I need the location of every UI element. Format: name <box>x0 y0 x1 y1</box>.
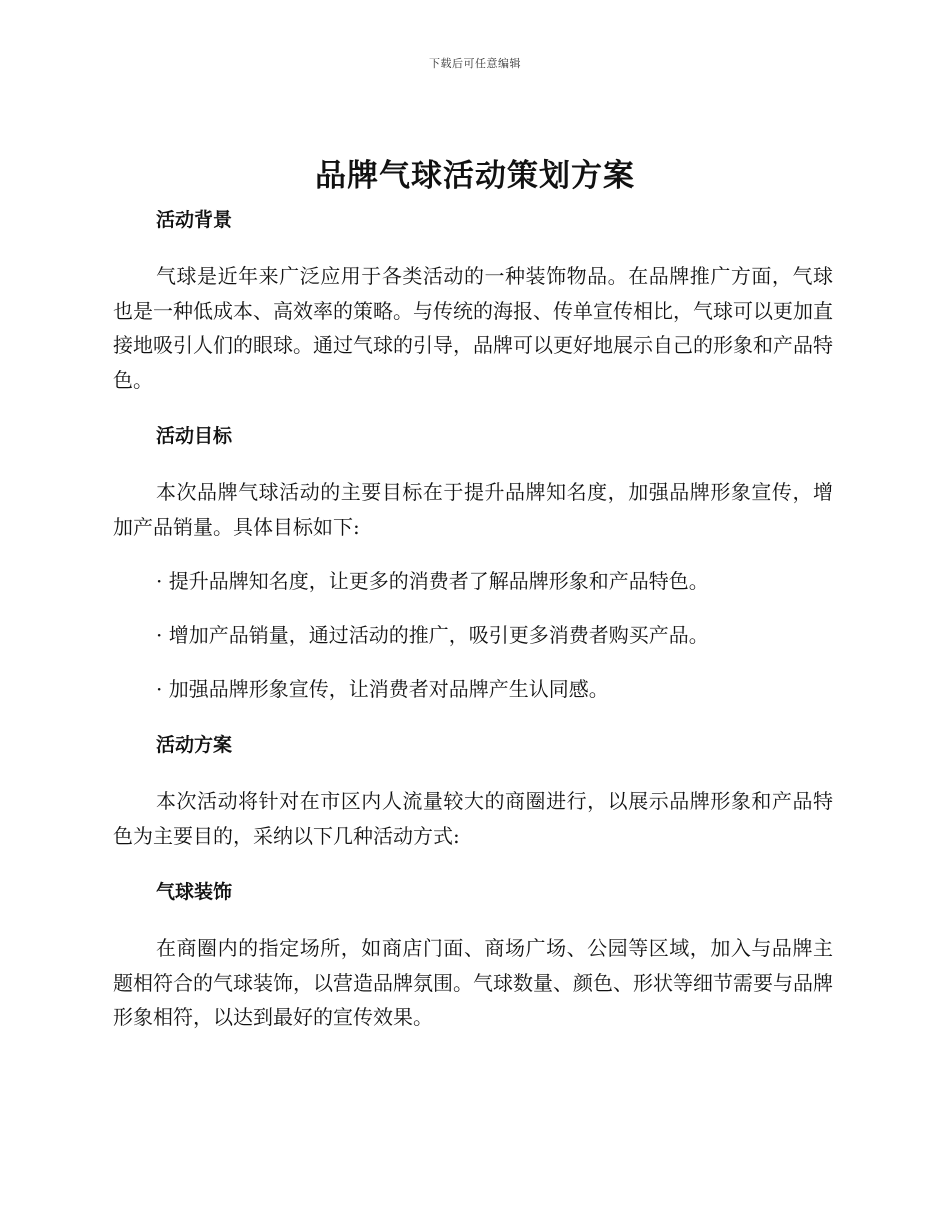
section-paragraph-decoration: 在商圈内的指定场所，如商店门面、商场广场、公园等区域，加入与品牌主题相符合的气球装饰，以营造品牌氛围。气球数量、颜色、形状等细节需要与品牌形象相符，以达到最好的宣传效果。 <box>113 936 833 1029</box>
section-paragraph-background: 气球是近年来广泛应用于各类活动的一种装饰物品。在品牌推广方面，气球也是一种低成本、高效率的策略。与传统的海报、传单宣传相比，气球可以更加直接地吸引人们的眼球。通过气球的引导，品牌可以更好地展示自己的形象和产品特色。 <box>113 264 833 392</box>
section-paragraph-plan: 本次活动将针对在市区内人流量较大的商圈进行，以展示品牌形象和产品特色为主要目的，采纳以下几种活动方式: <box>113 789 833 848</box>
goal-list-item: · 提升品牌知名度，让更多的消费者了解品牌形象和产品特色。 <box>156 569 709 593</box>
goal-list-item: · 加强品牌形象宣传，让消费者对品牌产生认同感。 <box>156 677 609 701</box>
document-title: 品牌气球活动策划方案 <box>315 158 635 194</box>
document-body <box>113 203 833 1035</box>
section-heading-decoration: 气球装饰 <box>156 881 233 903</box>
section-heading-background: 活动背景 <box>156 209 233 231</box>
section-heading-goals: 活动目标 <box>156 425 233 447</box>
goal-list-item: · 增加产品销量，通过活动的推广，吸引更多消费者购买产品。 <box>156 623 709 647</box>
header-note: 下载后可任意编辑 <box>429 57 521 70</box>
section-heading-plan: 活动方案 <box>156 734 233 756</box>
section-paragraph-goals: 本次品牌气球活动的主要目标在于提升品牌知名度，加强品牌形象宣传，增加产品销量。具体目标如下: <box>113 480 833 539</box>
